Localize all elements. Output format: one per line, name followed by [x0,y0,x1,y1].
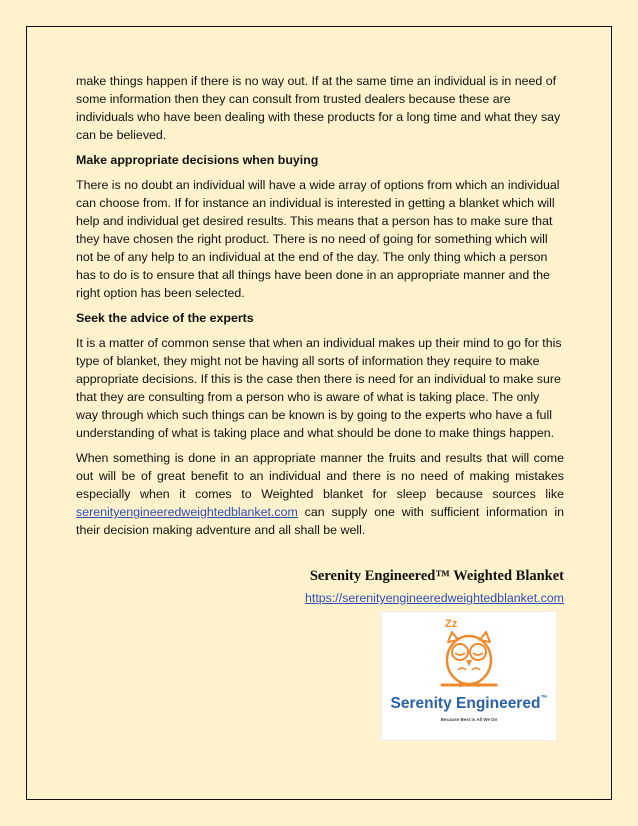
sleeping-owl-icon [382,612,556,696]
brand-url-link[interactable]: https://serenityengineeredweightedblanket.com [305,591,564,605]
logo-text: Serenity Engineered [390,695,541,712]
paragraph-4 [76,449,564,539]
paragraph-4-end: can supply one with sufficient information in their decision making adventure and all shall be well. [76,505,564,537]
logo-trademark: ™ [540,695,548,702]
paragraph-4-start: When something is done in an appropriate manner the fruits and results that will come out will be of great benefit to an individual and there is no need of making mistakes especially when it comes to Weighted blanket for sleep because sources like [76,451,564,501]
paragraph-3: It is a matter of common sense that when an individual makes up their mind to go for this type of blanket, they might not be having all sorts of information they require to make appropriate decisions. If this is the case then there is need for an individual to make sure that they are consulting from a person who is aware of what is taking place. The only way through which such things can be known is by going to the experts who have a full understanding of what is taking place and what should be done to make things happen. [76,336,562,440]
logo-wordmark [382,695,556,713]
logo-tagline: Because Best is All We Do [440,717,498,722]
document-body [76,72,564,546]
company-logo [382,612,556,740]
site-link[interactable]: serenityengineeredweightedblanket.com [76,505,298,519]
brand-block [305,568,564,607]
brand-name: Serenity Engineered™ Weighted Blanket [309,568,564,584]
paragraph-2: There is no doubt an individual will have a wide array of options from which an individual can choose from. If for instance an individual is interested in getting a blanket which will help and individual get desired results. This means that a person has to make sure that they have chosen the right product. There is no need of going for something which will not be of any help to an individual at the end of the day. The only thing which a person has to do is to ensure that all things have been done in an appropriate manner and the right option has been selected. [76,178,560,300]
heading-decisions: Make appropriate decisions when buying [76,153,319,167]
sleep-z-letters: Zz [445,618,458,630]
paragraph-1: make things happen if there is no way out. If at the same time an individual is in need of some information then they can consult from trusted dealers because these are individuals who have been dealing with these products for a long time and what they say can be believed. [76,74,561,142]
heading-experts: Seek the advice of the experts [76,311,254,325]
